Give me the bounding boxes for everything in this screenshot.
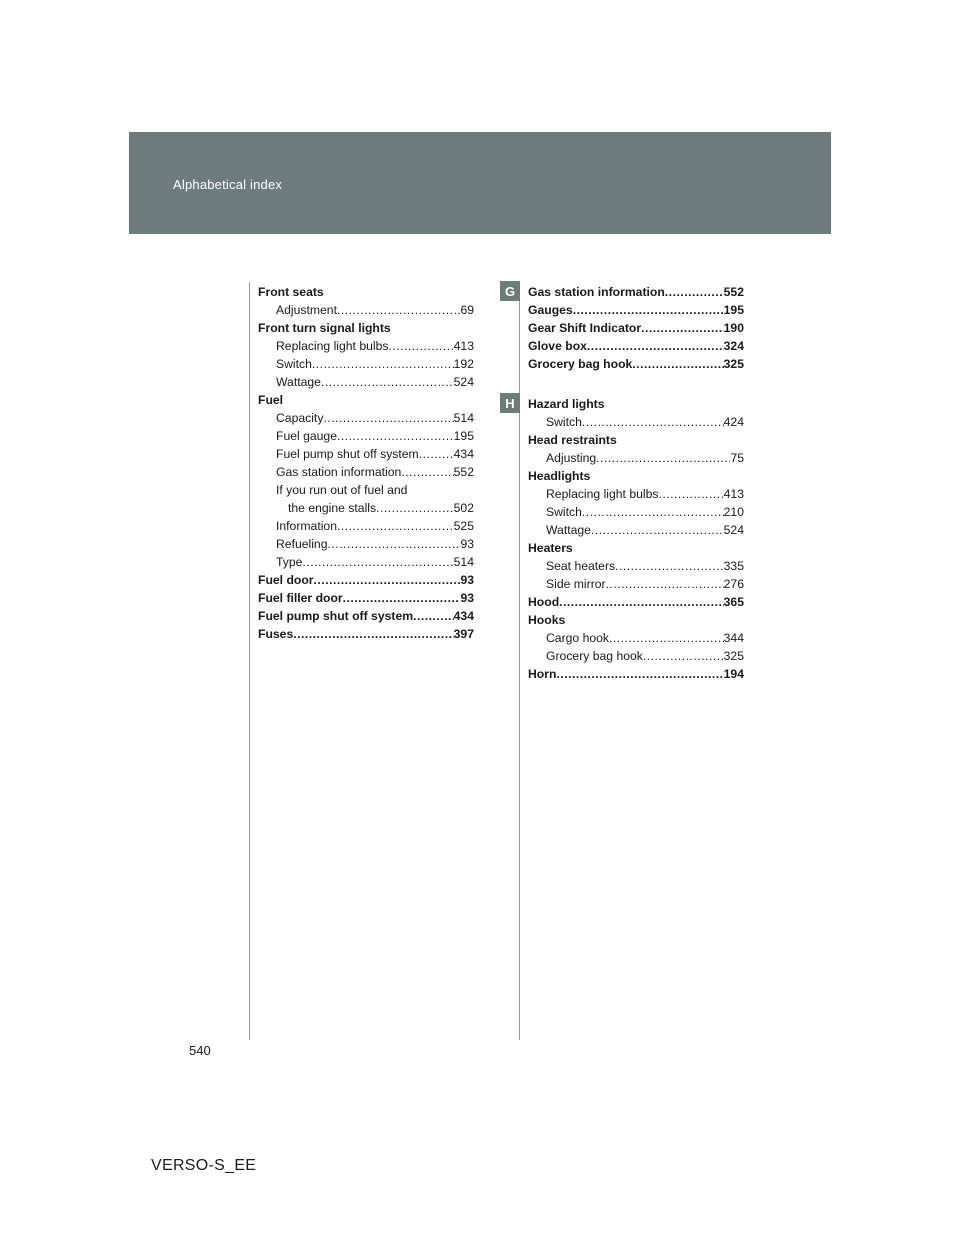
index-entry (258, 481, 474, 499)
index-entry-page: 325 (723, 649, 744, 663)
index-entry-text: Cargo hook (546, 631, 610, 645)
dot-leader (337, 517, 454, 535)
index-entry-page: 525 (453, 519, 474, 533)
index-entry (258, 607, 474, 625)
dot-leader (337, 427, 454, 445)
index-entry (528, 503, 744, 521)
index-entry (528, 485, 744, 503)
index-entry-page: 344 (723, 631, 744, 645)
index-entry (258, 499, 474, 517)
section-gap (528, 373, 744, 395)
dot-leader (388, 337, 453, 355)
index-entry-page: 325 (723, 357, 744, 371)
dot-leader (643, 647, 724, 665)
dot-leader (312, 355, 454, 373)
index-entry-text: the engine stalls (288, 501, 377, 515)
index-entry (258, 373, 474, 391)
index-entry-page: 210 (723, 505, 744, 519)
index-entry (528, 539, 744, 557)
index-entry-text: Grocery bag hook (546, 649, 643, 663)
index-entry (258, 445, 474, 463)
index-entry-text: Capacity (276, 411, 324, 425)
document-code: VERSO-S_EE (151, 1157, 257, 1174)
index-entry-text: Gas station information (528, 285, 665, 299)
dot-leader (632, 355, 723, 373)
index-entry (258, 319, 474, 337)
index-entry (258, 625, 474, 643)
index-entry (528, 395, 744, 413)
dot-leader (419, 445, 454, 463)
index-entry-page: 335 (723, 559, 744, 573)
index-entry-page: 502 (453, 501, 474, 515)
dot-leader (582, 503, 724, 521)
index-entry (528, 283, 744, 301)
index-entry-page: 397 (453, 627, 474, 641)
index-entry-text: Fuel door (258, 573, 314, 587)
index-entry-text: Fuel (258, 393, 284, 407)
index-entry (528, 467, 744, 485)
index-entry-text: If you run out of fuel and (276, 483, 408, 497)
index-entry-text: Side mirror (546, 577, 606, 591)
index-entry-text: Grocery bag hook (528, 357, 633, 371)
index-entry-text: Hooks (528, 613, 566, 627)
header-title: Alphabetical index (173, 177, 283, 192)
index-entry-text: Hood (528, 595, 560, 609)
dot-leader (591, 521, 724, 539)
index-entry-text: Refueling (276, 537, 328, 551)
dot-leader (321, 373, 454, 391)
index-entry-text: Head restraints (528, 433, 617, 447)
index-entry (528, 665, 744, 683)
index-entry-page: 69 (460, 303, 474, 317)
index-entry-page: 194 (723, 667, 744, 681)
index-entry-text: Glove box (528, 339, 587, 353)
index-entry-text: Gas station information (276, 465, 402, 479)
dot-leader (323, 409, 453, 427)
index-entry (528, 521, 744, 539)
dot-leader (376, 499, 454, 517)
index-entry-text: Replacing light bulbs (276, 339, 389, 353)
index-entry-page: 93 (460, 573, 474, 587)
index-entry (528, 337, 744, 355)
index-entry-page: 365 (723, 595, 744, 609)
index-entry-text: Fuel filler door (258, 591, 343, 605)
index-entry (258, 571, 474, 589)
index-entry-text: Fuel pump shut off system (276, 447, 419, 461)
index-entry-page: 195 (723, 303, 744, 317)
index-entry-page: 413 (453, 339, 474, 353)
index-entry-text: Horn (528, 667, 557, 681)
index-entry-text: Replacing light bulbs (546, 487, 659, 501)
index-entry-page: 552 (453, 465, 474, 479)
index-entry (258, 589, 474, 607)
column-divider-left (249, 282, 250, 1040)
index-entry-text: Gear Shift Indicator (528, 321, 642, 335)
index-entry-text: Type (276, 555, 303, 569)
index-entry-page: 424 (723, 415, 744, 429)
index-entry (528, 449, 744, 467)
index-column-left (258, 283, 474, 643)
index-entry-text: Adjustment (276, 303, 337, 317)
dot-leader (615, 557, 724, 575)
index-entry-text: Wattage (276, 375, 321, 389)
index-entry (258, 535, 474, 553)
index-entry (528, 413, 744, 431)
index-entry-text: Switch (276, 357, 312, 371)
index-entry (528, 431, 744, 449)
header-banner (129, 132, 831, 234)
dot-leader (328, 535, 461, 553)
index-entry-page: 192 (453, 357, 474, 371)
index-entry-text: Fuel gauge (276, 429, 337, 443)
index-entry-page: 413 (723, 487, 744, 501)
index-entry-page: 524 (723, 523, 744, 537)
index-entry (258, 409, 474, 427)
dot-leader (302, 553, 453, 571)
dot-leader (596, 449, 730, 467)
index-entry-text: Seat heaters (546, 559, 616, 573)
dot-leader (658, 485, 723, 503)
index-entry (258, 427, 474, 445)
index-column-right (528, 283, 744, 683)
dot-leader (401, 463, 453, 481)
index-entry (258, 391, 474, 409)
dot-leader (573, 301, 724, 319)
index-entry-text: Gauges (528, 303, 573, 317)
index-entry-text: Wattage (546, 523, 591, 537)
dot-leader (559, 593, 724, 611)
index-entry-text: Switch (546, 415, 582, 429)
dot-leader (606, 575, 724, 593)
dot-leader (314, 571, 461, 589)
index-entry (258, 517, 474, 535)
index-entry-text: Switch (546, 505, 582, 519)
index-entry (258, 463, 474, 481)
index-entry (528, 629, 744, 647)
index-entry-text: Front seats (258, 285, 324, 299)
index-entry-page: 514 (453, 555, 474, 569)
index-entry (258, 301, 474, 319)
index-entry-text: Heaters (528, 541, 573, 555)
index-entry (528, 355, 744, 373)
index-entry-page: 434 (453, 609, 474, 623)
index-entry-page: 75 (730, 451, 744, 465)
index-entry-text: Hazard lights (528, 397, 605, 411)
dot-leader (343, 589, 461, 607)
index-entry-page: 552 (723, 285, 744, 299)
dot-leader (641, 319, 724, 337)
index-entry-page: 324 (723, 339, 744, 353)
index-entry-page: 195 (453, 429, 474, 443)
index-entry (258, 355, 474, 373)
index-entry-page: 93 (460, 591, 474, 605)
index-entry (258, 553, 474, 571)
index-entry (528, 647, 744, 665)
section-tab-h: H (500, 393, 520, 413)
index-entry (258, 337, 474, 355)
index-entry (258, 283, 474, 301)
dot-leader (337, 301, 460, 319)
section-tab-g: G (500, 281, 520, 301)
index-entry (528, 611, 744, 629)
dot-leader (293, 625, 453, 643)
index-entry-text: Adjusting (546, 451, 597, 465)
index-entry-text: Front turn signal lights (258, 321, 391, 335)
index-entry-page: 93 (460, 537, 474, 551)
dot-leader (556, 665, 723, 683)
dot-leader (413, 607, 454, 625)
index-entry-text: Fuel pump shut off system (258, 609, 414, 623)
index-entry-page: 276 (723, 577, 744, 591)
index-entry (528, 593, 744, 611)
index-entry (528, 557, 744, 575)
index-entry (528, 575, 744, 593)
dot-leader (587, 337, 724, 355)
index-entry-page: 514 (453, 411, 474, 425)
index-entry (528, 301, 744, 319)
page-number: 540 (189, 1043, 211, 1058)
index-entry-text: Fuses (258, 627, 294, 641)
index-entry-page: 524 (453, 375, 474, 389)
index-entry-text: Headlights (528, 469, 591, 483)
index-entry-page: 434 (453, 447, 474, 461)
index-entry-page: 190 (723, 321, 744, 335)
dot-leader (609, 629, 724, 647)
index-entry (528, 319, 744, 337)
dot-leader (582, 413, 724, 431)
dot-leader (665, 283, 724, 301)
index-entry-text: Information (276, 519, 337, 533)
